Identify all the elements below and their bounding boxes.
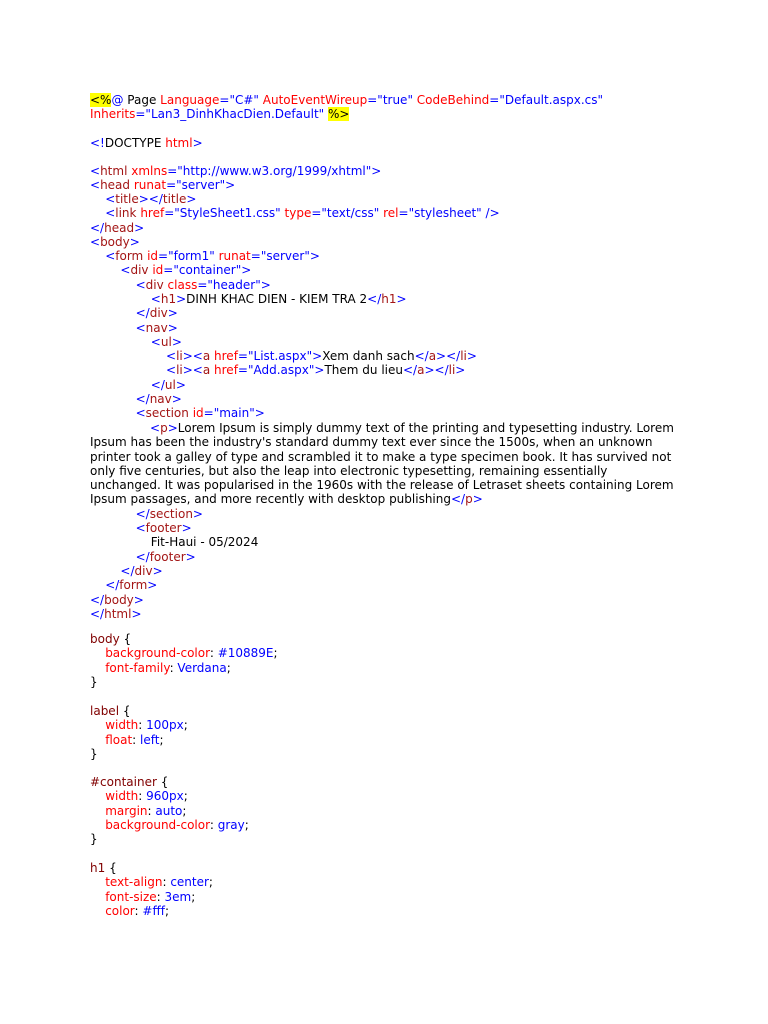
code-token: =: [250, 249, 261, 263]
code-token: =: [167, 164, 178, 178]
css-declaration: text-align: center;: [105, 875, 213, 890]
code-token: =: [237, 363, 248, 377]
css-declaration: width: 960px;: [105, 789, 188, 804]
code-token: ><: [182, 349, 203, 363]
code-token: >: [171, 335, 182, 349]
css-declaration: float: left;: [105, 732, 164, 747]
code-line: [90, 521, 736, 535]
code-line: [90, 349, 766, 363]
code-line: [90, 507, 736, 521]
code-token: div: [130, 263, 149, 277]
code-token: ul: [160, 335, 172, 349]
code-token: html: [104, 607, 132, 621]
code-token: >: [152, 564, 163, 578]
code-token: <: [135, 521, 146, 535]
css-declaration: font-size: 3em;: [105, 889, 196, 904]
code-line: [90, 221, 690, 235]
code-token: id: [152, 263, 164, 277]
code-line: [90, 192, 705, 206]
code-token: li: [176, 349, 183, 363]
code-line: [90, 278, 736, 292]
css-selector-line: label {: [90, 704, 131, 718]
code-token: @: [111, 93, 128, 107]
code-line: [90, 550, 736, 564]
code-token: </: [105, 578, 120, 592]
css-property: font-family: [105, 660, 170, 675]
code-token: =: [237, 349, 248, 363]
code-token: <%: [90, 93, 112, 107]
code-token: =: [163, 263, 174, 277]
css-property: background-color: [105, 646, 210, 661]
code-token: "C#": [229, 93, 259, 107]
code-token: footer: [149, 550, 186, 564]
code-token: >: [167, 321, 178, 335]
code-token: DOCTYPE: [104, 136, 166, 150]
code-line: [90, 535, 751, 549]
css-declaration: color: #fff;: [105, 903, 169, 918]
code-line: [90, 564, 720, 578]
code-line: [90, 593, 690, 607]
code-token: <: [90, 164, 101, 178]
code-token: form: [115, 249, 144, 263]
css-value: 3em: [164, 889, 192, 904]
code-token: <!: [90, 136, 105, 150]
code-token: </: [90, 607, 105, 621]
code-token: <: [105, 249, 116, 263]
code-token: <: [135, 278, 146, 292]
code-token: li: [176, 363, 183, 377]
code-token: >: [147, 578, 158, 592]
code-token: <: [150, 335, 161, 349]
code-token: ul: [164, 378, 176, 392]
code-token: "Lan3_DinhKhacDien.Default": [145, 107, 325, 121]
code-token: >: [254, 406, 265, 420]
code-token: head: [104, 221, 135, 235]
code-token: %>: [328, 107, 350, 121]
code-token: </: [414, 349, 429, 363]
code-line: [90, 249, 705, 263]
code-token: div: [145, 278, 164, 292]
code-token: >: [129, 235, 140, 249]
css-declaration: font-family: Verdana;: [105, 660, 231, 675]
code-token: >: [175, 378, 186, 392]
code-token: Xem danh sach: [322, 349, 415, 363]
code-token: a: [428, 349, 437, 363]
code-line: [90, 363, 766, 377]
code-token: a: [202, 349, 211, 363]
code-line: [90, 178, 690, 192]
code-token: Language: [160, 93, 220, 107]
code-line: [90, 263, 720, 277]
code-token: =: [398, 206, 409, 220]
code-token: "server": [260, 249, 310, 263]
code-token: Page: [127, 93, 161, 107]
code-line: [90, 306, 736, 320]
css-declaration: margin: auto;: [105, 803, 187, 818]
code-token: <: [90, 178, 101, 192]
code-token: />: [485, 206, 500, 220]
code-token: "StyleSheet1.css": [174, 206, 281, 220]
css-selector: h1: [90, 861, 106, 875]
code-token: "text/css": [321, 206, 380, 220]
code-line: [90, 321, 736, 335]
code-token: nav: [149, 392, 172, 406]
code-token: <: [166, 363, 177, 377]
code-token: >: [312, 349, 323, 363]
code-token: AutoEventWireup: [262, 93, 368, 107]
code-token: >: [192, 136, 203, 150]
code-token: rel: [383, 206, 399, 220]
code-line: [90, 392, 736, 406]
code-token: =: [311, 206, 322, 220]
css-value: #10889E: [217, 646, 274, 661]
code-token: >: [371, 164, 382, 178]
code-token: link: [115, 206, 137, 220]
code-line: [90, 406, 736, 420]
code-token: </: [150, 378, 165, 392]
code-token: =: [367, 93, 378, 107]
code-token: "main": [213, 406, 255, 420]
code-token: xmlns: [131, 164, 168, 178]
code-token: DINH KHAC DIEN - KIEM TRA 2: [186, 292, 368, 306]
css-property: text-align: [105, 875, 163, 890]
code-token: >: [241, 263, 252, 277]
code-line: [90, 164, 690, 178]
code-token: h1: [381, 292, 397, 306]
css-rule-close: }: [90, 674, 98, 689]
code-token: "form1": [168, 249, 215, 263]
code-token: >: [134, 221, 145, 235]
code-token: </: [90, 221, 105, 235]
code-token: a: [202, 363, 211, 377]
code-token: </: [90, 593, 105, 607]
code-token: href: [214, 363, 238, 377]
code-token: div: [134, 564, 153, 578]
code-token: head: [100, 178, 131, 192]
code-token: section: [149, 507, 193, 521]
code-token: type: [284, 206, 312, 220]
css-property: float: [105, 732, 133, 747]
code-token: title: [162, 192, 187, 206]
code-token: CodeBehind: [416, 93, 490, 107]
css-rule-close: }: [90, 746, 98, 761]
code-token: form: [119, 578, 148, 592]
code-token: >: [133, 593, 144, 607]
code-line: [90, 206, 705, 220]
code-token: "Default.aspx.cs": [499, 93, 604, 107]
code-line: [90, 292, 751, 306]
css-property: background-color: [105, 817, 210, 832]
code-token: Fit-Haui - 05/2024: [150, 535, 259, 549]
code-token: >: [186, 192, 197, 206]
code-token: href: [214, 349, 238, 363]
code-token: "List.aspx": [247, 349, 313, 363]
code-token: "true": [377, 93, 413, 107]
code-token: "http://www.w3.org/1999/xhtml": [177, 164, 372, 178]
code-token: =: [197, 278, 208, 292]
lorem-paragraph-line: <p>Lorem Ipsum is simply dummy text of the printing and typesetting industry. Lorem Ipsum has been the industry's standard dummy text ever since the 1500s, when an unknown printer took a galley of type and scrambled it to make a type specimen book. It has survived not only five centuries, but also the leap into electronic typesetting, remaining essentially unchanged. It was popularised in the 1960s with the release of Letraset sheets containing Lorem Ipsum passages, and more recently with desktop publishing</p>: [90, 421, 674, 507]
code-token: html: [100, 164, 128, 178]
css-value: center: [170, 875, 209, 890]
code-token: <: [90, 235, 101, 249]
css-selector: #container: [90, 775, 157, 789]
code-token: runat: [218, 249, 251, 263]
css-rule-close: }: [90, 832, 98, 847]
code-token: ></: [138, 192, 163, 206]
code-token: >: [185, 550, 196, 564]
css-selector-line: h1 {: [90, 861, 117, 875]
code-token: </: [135, 507, 150, 521]
code-token: ><: [182, 363, 203, 377]
code-token: >: [466, 349, 477, 363]
code-token: =: [158, 249, 169, 263]
code-token: "header": [207, 278, 261, 292]
code-token: =: [135, 107, 146, 121]
code-token: runat: [133, 178, 167, 192]
code-token: >: [396, 292, 407, 306]
code-token: "container": [173, 263, 242, 277]
code-token: body: [100, 235, 130, 249]
p-close-tag: p: [465, 492, 473, 507]
code-token: nav: [145, 321, 168, 335]
code-token: id: [192, 406, 204, 420]
code-token: <: [135, 321, 146, 335]
code-token: li: [460, 349, 467, 363]
code-token: </: [135, 392, 150, 406]
code-token: >: [131, 607, 142, 621]
code-token: <: [150, 292, 161, 306]
code-token: =: [203, 406, 214, 420]
css-property: margin: [105, 803, 148, 818]
code-line: [90, 335, 751, 349]
code-token: </: [135, 306, 150, 320]
code-token: >: [171, 392, 182, 406]
code-token: </: [135, 550, 150, 564]
code-token: div: [149, 306, 168, 320]
css-selector-line: #container {: [90, 775, 169, 789]
code-line: [90, 107, 690, 121]
css-declaration: width: 100px;: [105, 718, 188, 733]
css-value: #fff: [142, 903, 165, 918]
code-token: <: [166, 349, 177, 363]
css-value: 960px: [146, 789, 184, 804]
code-token: >: [309, 249, 320, 263]
code-token: >: [192, 507, 203, 521]
css-value: gray: [217, 817, 245, 832]
css-property: width: [105, 718, 139, 733]
css-value: Verdana: [177, 660, 227, 675]
css-property: color: [105, 903, 135, 918]
code-token: a: [417, 363, 425, 377]
code-line: [90, 93, 690, 107]
code-token: =: [166, 178, 177, 192]
p-open-tag: p: [160, 421, 168, 435]
code-token: </: [120, 564, 135, 578]
code-token: "server": [176, 178, 226, 192]
code-line: [90, 578, 705, 592]
code-token: html: [165, 136, 193, 150]
code-token: </: [367, 292, 382, 306]
code-token: ></: [424, 363, 449, 377]
code-token: section: [145, 406, 189, 420]
code-token: body: [104, 593, 134, 607]
code-token: Inherits: [90, 107, 136, 121]
code-token: class: [167, 278, 198, 292]
code-token: <: [105, 206, 116, 220]
code-line: [90, 378, 751, 392]
code-token: <: [120, 263, 131, 277]
code-token: =: [164, 206, 175, 220]
paragraph-text: Lorem Ipsum is simply dummy text of the printing and typesetting industry. Lorem Ipsum has been the industry's standard dummy text ever since the 1500s, when an unknown printer took a galley of type and scrambled it to make a type specimen book. It has survived not only five centuries, but also the leap into electronic typesetting, remaining essentially unchanged. It was popularised in the 1960s with the release of Letraset sheets containing Lorem Ipsum passages, and more recently with desktop publishing: [90, 421, 674, 507]
code-token: "Add.aspx": [247, 363, 315, 377]
code-token: "stylesheet": [408, 206, 482, 220]
css-value: 100px: [146, 718, 184, 733]
css-selector: body: [90, 632, 120, 646]
code-token: <: [135, 406, 146, 420]
css-value: left: [140, 732, 160, 747]
css-declaration: background-color: gray;: [105, 817, 249, 832]
code-token: =: [219, 93, 230, 107]
code-token: >: [167, 306, 178, 320]
code-token: href: [140, 206, 165, 220]
code-token: Them du lieu: [324, 363, 403, 377]
code-line: [90, 136, 690, 150]
css-selector-line: body {: [90, 632, 132, 646]
css-property: font-size: [105, 889, 157, 904]
code-line: [90, 235, 690, 249]
code-token: >: [225, 178, 236, 192]
code-token: ></: [436, 349, 461, 363]
css-property: width: [105, 789, 139, 804]
code-token: h1: [160, 292, 177, 306]
code-line: [90, 607, 690, 621]
code-token: >: [260, 278, 271, 292]
css-declaration: background-color: #10889E;: [105, 646, 278, 661]
css-selector: label: [90, 704, 120, 718]
code-token: <: [105, 192, 116, 206]
code-token: id: [147, 249, 159, 263]
css-value: auto: [155, 803, 183, 818]
code-token: >: [314, 363, 325, 377]
code-token: li: [448, 363, 456, 377]
code-token: =: [489, 93, 500, 107]
code-token: >: [181, 521, 192, 535]
code-token: >: [455, 363, 466, 377]
code-token: </: [402, 363, 418, 377]
code-token: footer: [145, 521, 182, 535]
code-token: title: [115, 192, 139, 206]
code-token: >: [176, 292, 187, 306]
